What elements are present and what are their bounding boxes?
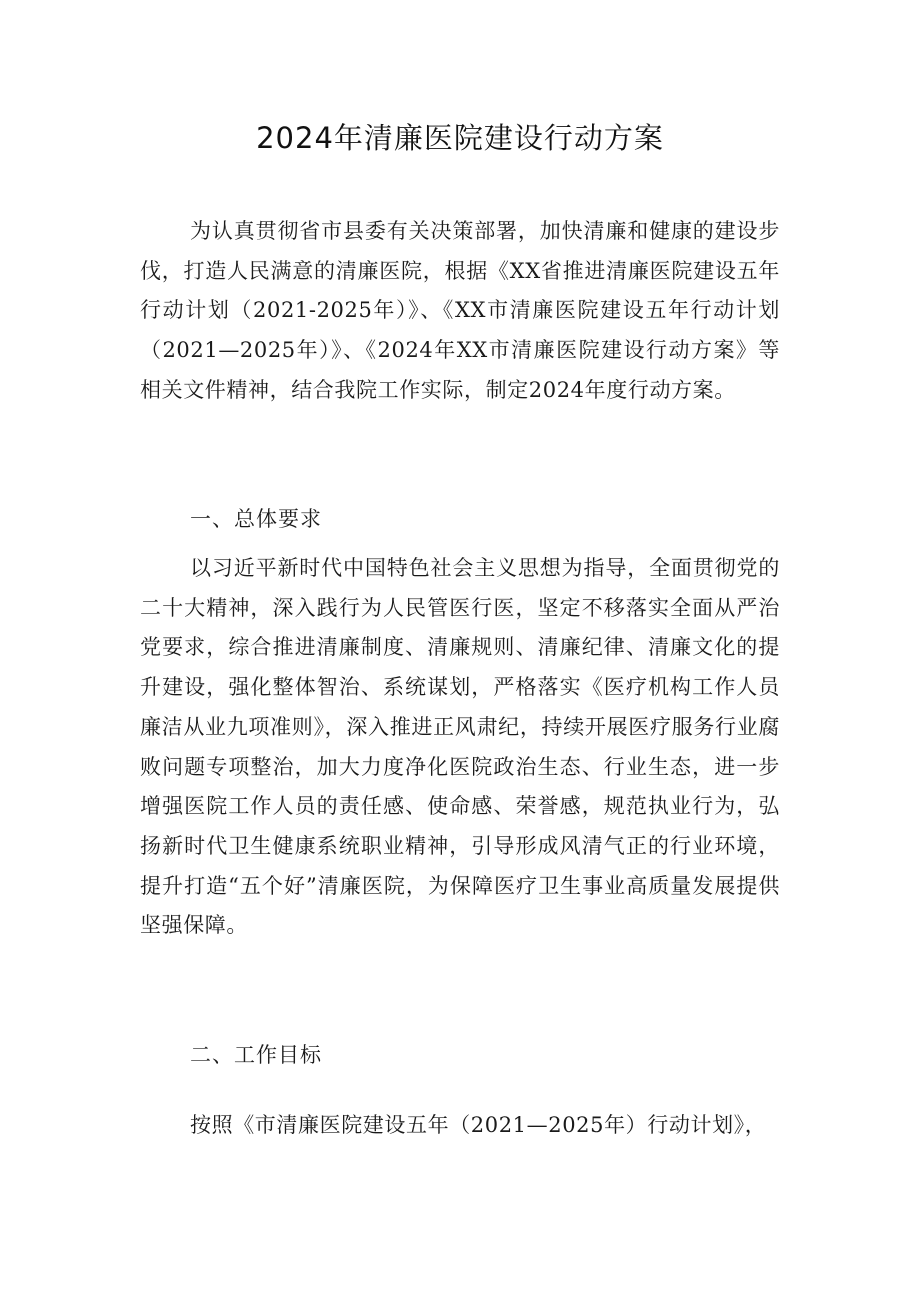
work-goals-paragraph: 按照《市清廉医院建设五年（2021—2025年）行动计划》， (190, 1113, 767, 1137)
general-requirements-paragraph: 以习近平新时代中国特色社会主义思想为指导，全面贯彻党的二十大精神，深入践行为人民管医行医，坚定不移落实全面从严治党要求，综合推进清廉制度、清廉规则、清廉纪律、清廉文化的提升建设，强化整体智治、系统谋划，严格落实《医疗机构工作人员廉洁从业九项准则》，深入推进正风肃纪，持续开展医疗服务行业腐败问题专项整治，加大力度净化医院政治生态、行业生态，进一步增强医院工作人员的责任感、使命感、荣誉感，规范执业行为，弘扬新时代卫生健康系统职业精神，引导形成风清气正的行业环境，提升打造“五个好”清廉医院，为保障医疗卫生事业高质量发展提供坚强保障。 (140, 556, 780, 938)
intro-paragraph: 为认真贯彻省市县委有关决策部署，加快清廉和健康的建设步伐，打造人民满意的清廉医院，根据《XX省推进清廉医院建设五年行动计划（2021-2025年）》、《XX市清廉医院建设五年行动计划（2021—2025年）》、《2024年XX市清廉医院建设行动方案》等相关文件精神，结合我院工作实际，制定2024年度行动方案。 (140, 219, 780, 402)
section-heading-work-goals: 二、工作目标 (190, 1043, 322, 1067)
section-heading-general-requirements: 一、总体要求 (190, 507, 322, 531)
document-title: 2024年清廉医院建设行动方案 (256, 121, 664, 155)
